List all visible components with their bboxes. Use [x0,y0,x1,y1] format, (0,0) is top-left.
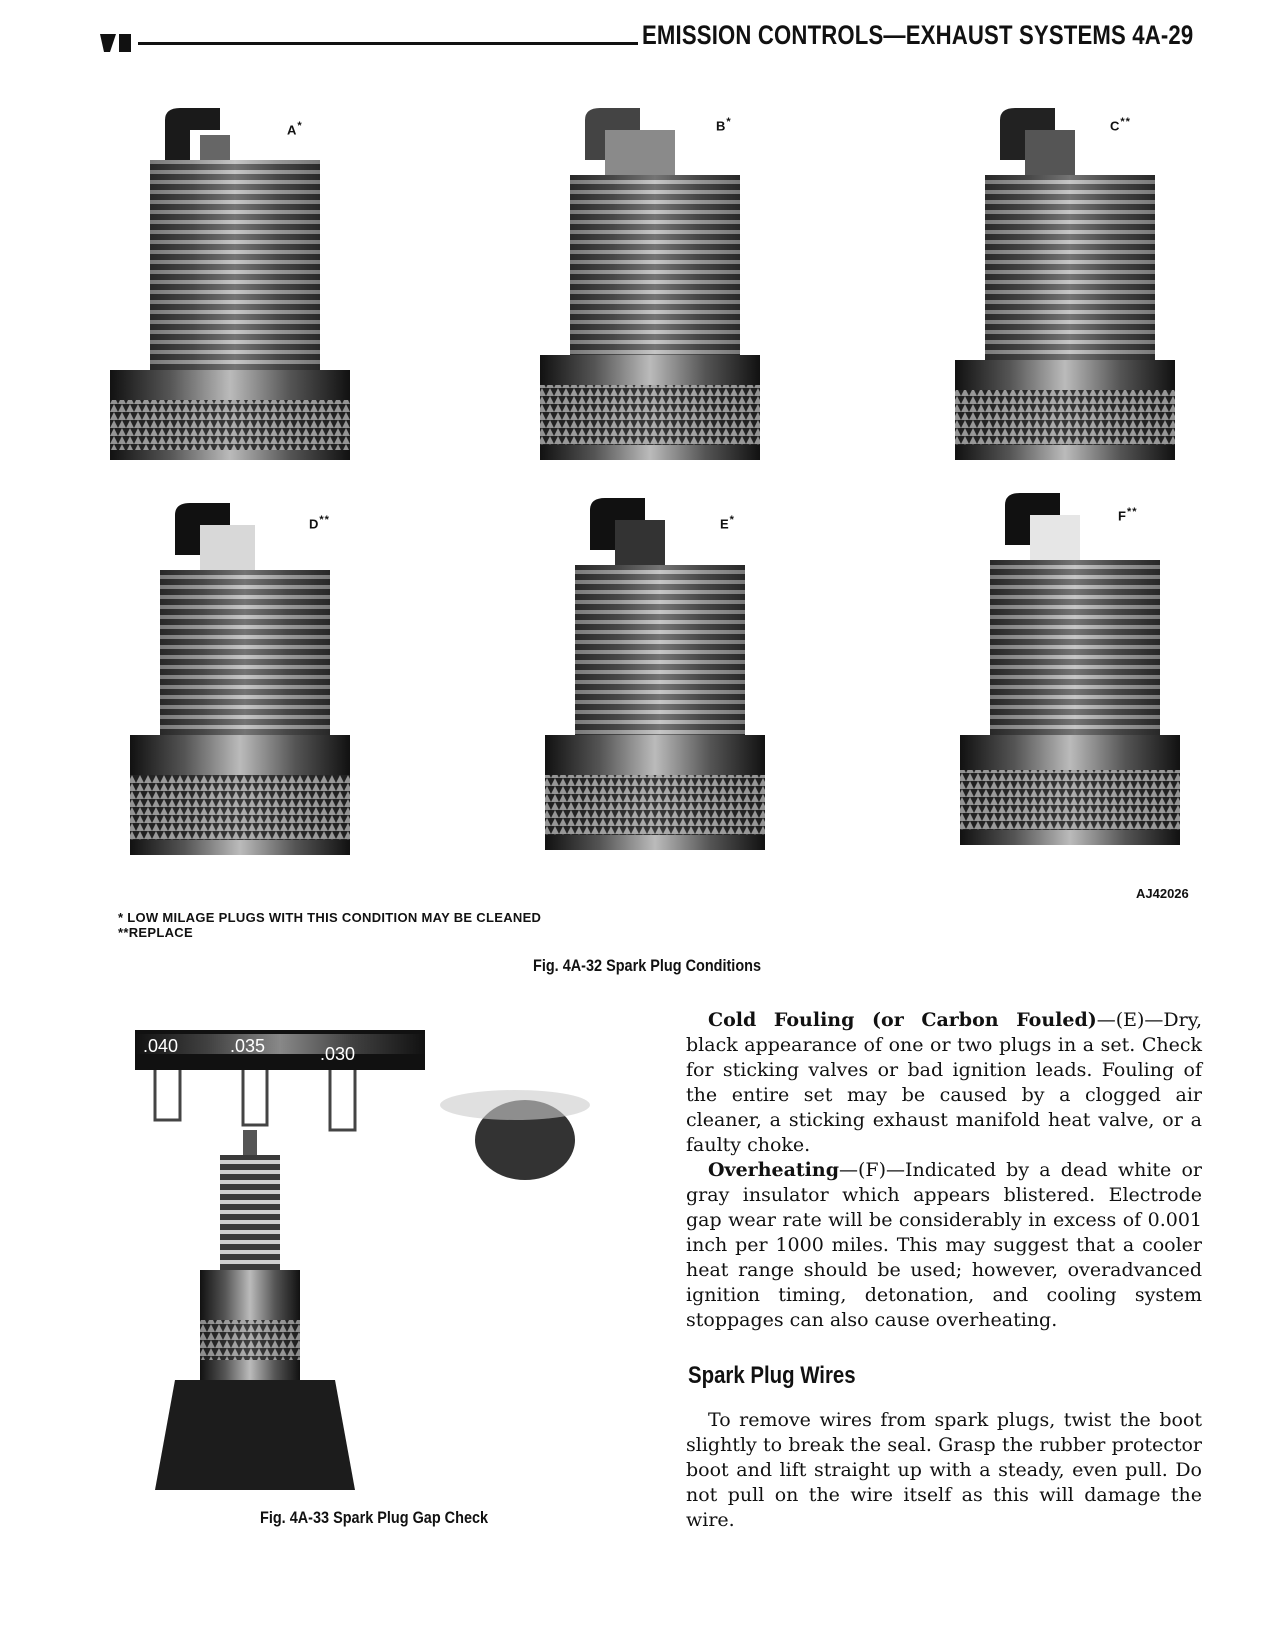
plug-label-f: F** [1118,506,1138,524]
figure-caption-4a-33: Fig. 4A-33 Spark Plug Gap Check [260,1508,489,1527]
legend-line-replace: **REPLACE [118,925,193,940]
figure-legend [118,910,541,940]
paragraph-cold-fouling [686,1008,1202,1158]
spark-plug-photo-c [945,100,1185,460]
plug-label-e: E* [720,514,735,532]
page-header-title: EMISSION CONTROLS—EXHAUST SYSTEMS 4A-29 [642,20,1194,50]
body-text-conditions [686,1008,1202,1333]
spark-plug-photo-a [110,100,350,460]
gap-check-photo [135,1020,635,1490]
header-rule [138,42,638,45]
plug-label-a: A* [287,120,303,138]
gauge-value-040: .040 [143,1036,179,1056]
cold-fouling-body: —(E)—Dry, black appearance of one or two plugs in a set. Check for sticking valves or bad ignition leads. Fouling of the entire set may be caused by a clogged air cleaner, a sticking exhaust manifold heat valve, or a faulty choke. [686,1009,1202,1156]
plug-label-b: B* [716,116,732,134]
spark-plug-photo-f [950,485,1190,845]
overheating-title: Overheating [708,1159,839,1181]
plug-label-d: D** [309,514,330,532]
paragraph-overheating [686,1158,1202,1333]
legend-line-clean: * LOW MILAGE PLUGS WITH THIS CONDITION MAY BE CLEANED [118,910,542,925]
section-heading-spark-plug-wires: Spark Plug Wires [688,1362,856,1389]
spark-plug-photo-d [120,495,360,855]
spark-plug-photo-e [535,490,775,850]
overheating-body: —(F)—Indicated by a dead white or gray insulator which appears blistered. Electrode gap wear rate will be considerably in excess of 0.001 inch per 1000 miles. This may suggest that a cooler heat range should be used; however, overadvanced ignition timing, detonation, and cooling system stoppages can also cause overheating. [686,1159,1202,1331]
plug-label-c: C** [1110,116,1131,134]
gauge-value-035: .035 [230,1036,266,1056]
figure-caption-4a-32: Fig. 4A-32 Spark Plug Conditions [533,956,762,975]
figure-code: AJ42026 [1136,886,1189,901]
body-text-wires [686,1408,1202,1533]
gauge-value-030: .030 [320,1044,356,1064]
publisher-logo [100,30,134,52]
paragraph-spark-plug-wires: To remove wires from spark plugs, twist the boot slightly to break the seal. Grasp the rubber protector boot and lift straight up with a steady, even pull. Do not pull on the wire itself as this will damage the wire. [686,1409,1202,1531]
spark-plug-photo-b [530,100,770,460]
cold-fouling-title: Cold Fouling (or Carbon Fouled) [708,1009,1097,1031]
